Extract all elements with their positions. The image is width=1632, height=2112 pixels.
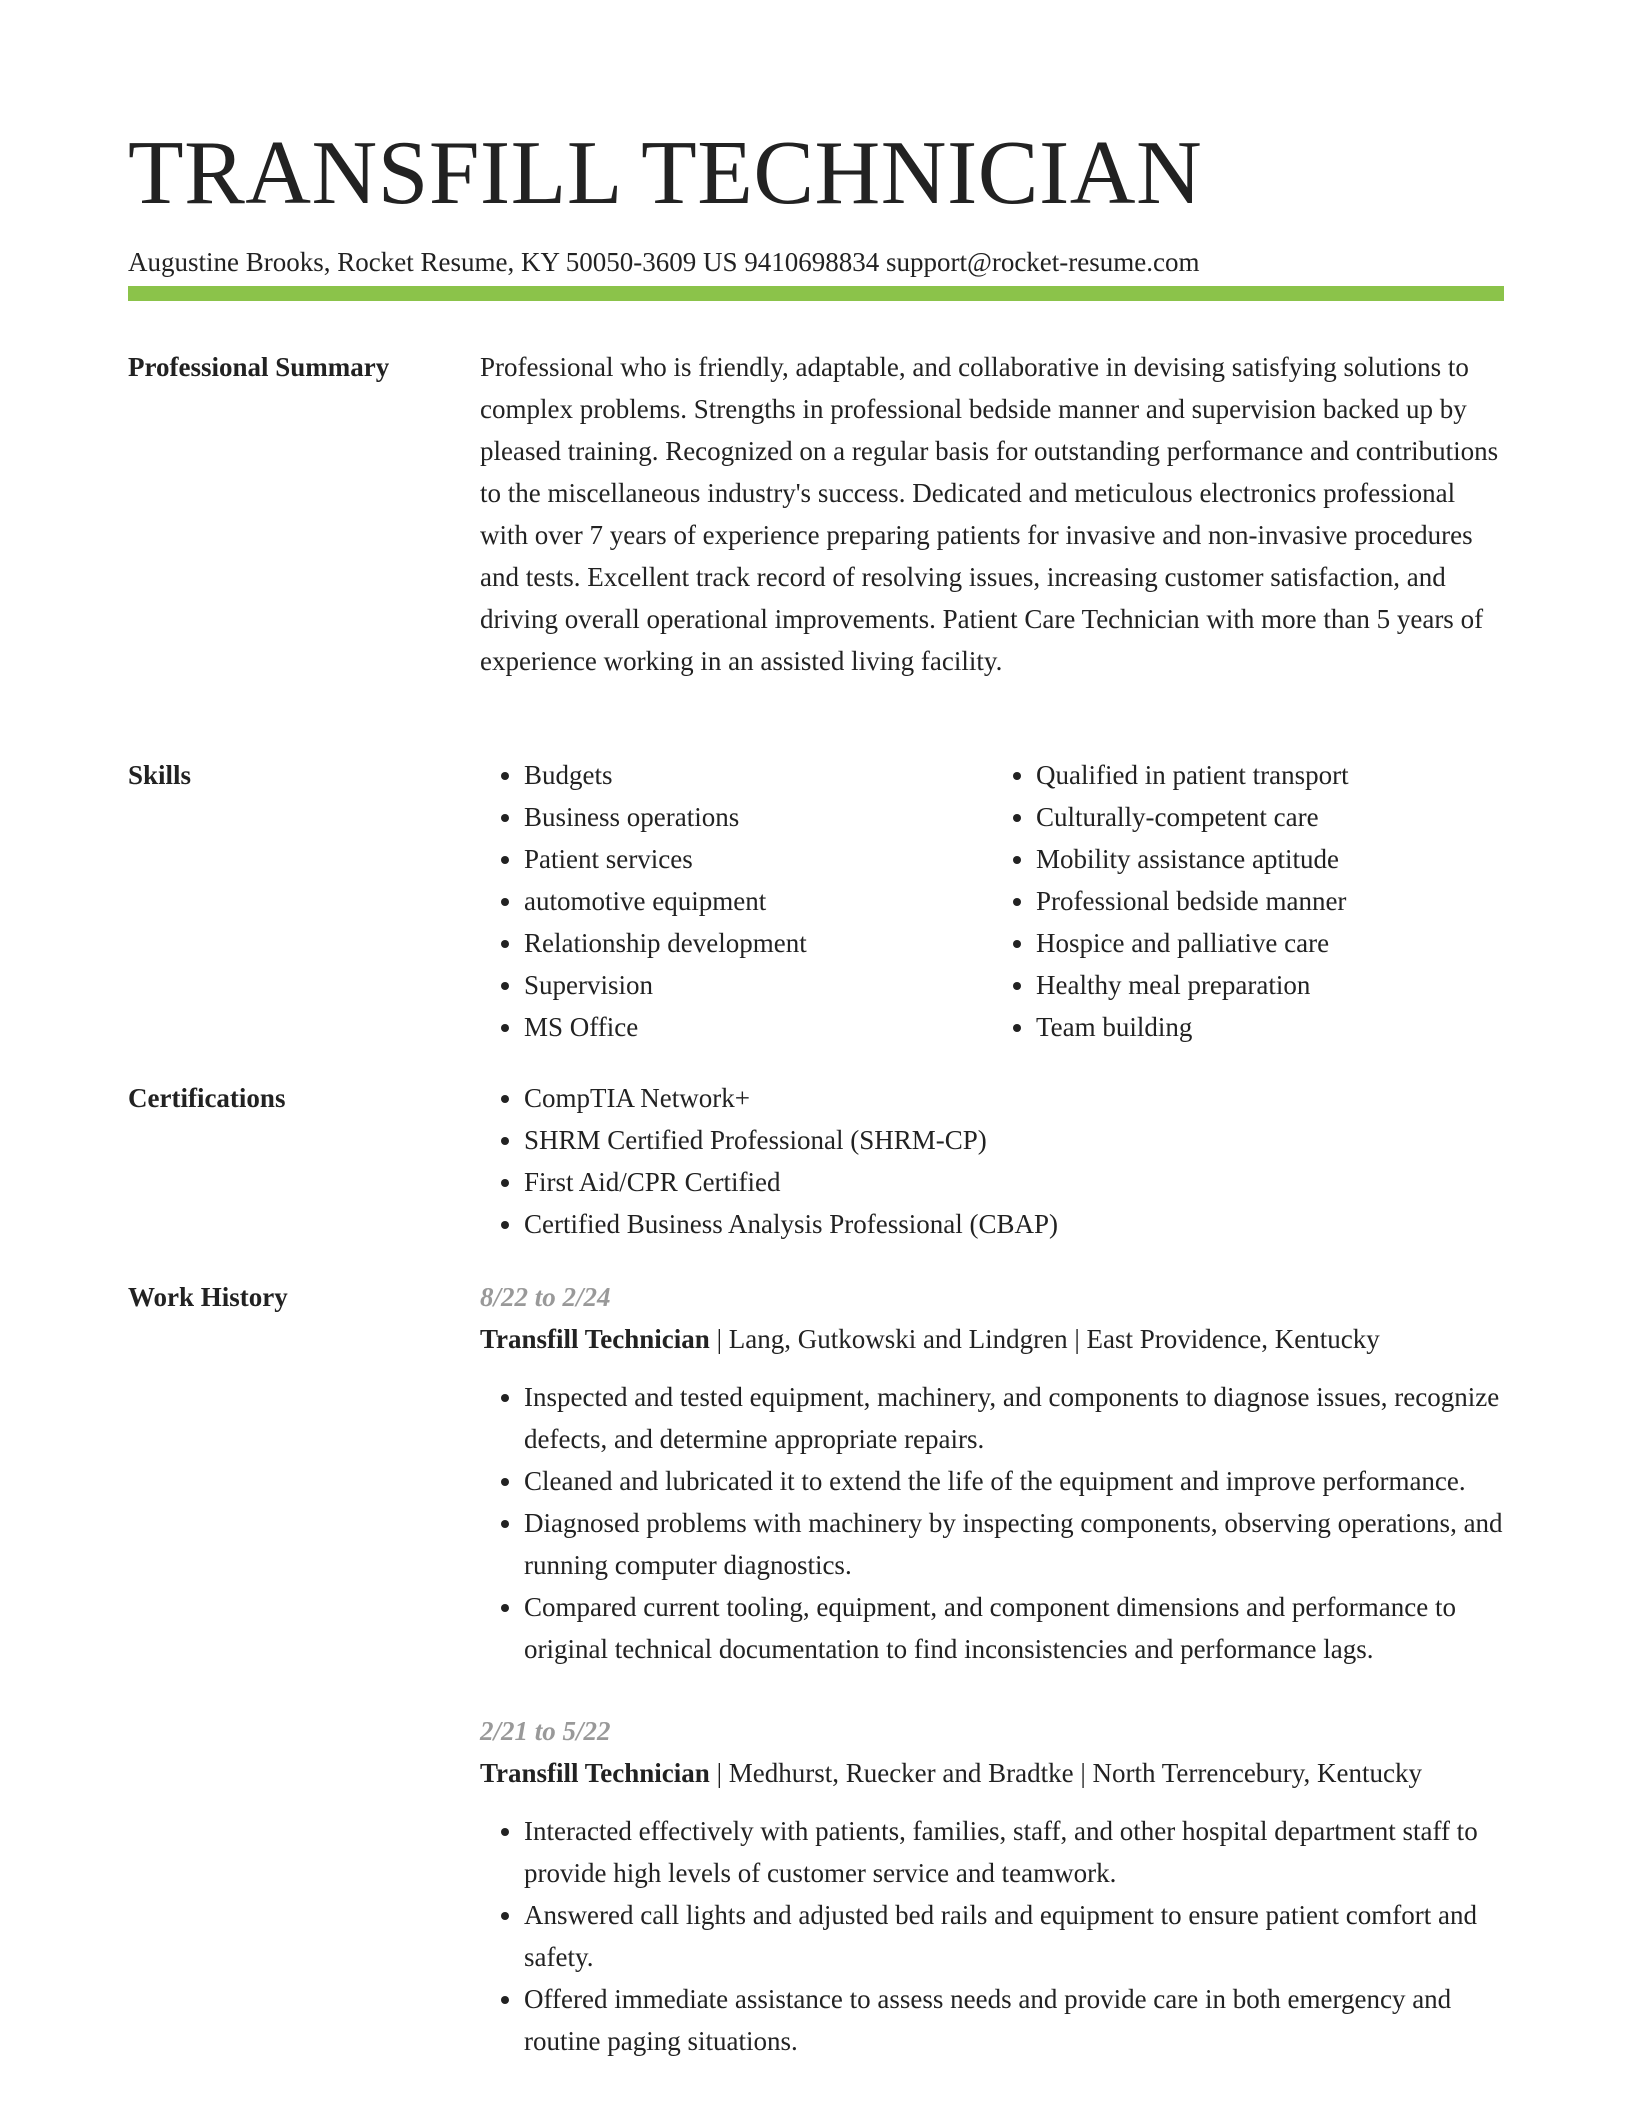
- skills-heading: Skills: [128, 760, 192, 790]
- summary-text: Professional who is friendly, adaptable, and collaborative in devising satisfying solutions to complex problems. Strengths in professional bedside manner and supervision backed up by pleased training. Recognized on a regular basis for outstanding performance and contributions to the miscellaneous industry's success. Dedicated and meticulous electronics professional with over 7 years of experience preparing patients for invasive and non-invasive procedures and tests. Excellent track record of resolving issues, increasing customer satisfaction, and driving overall operational improvements. Patient Care Technician with more than 5 years of experience working in an assisted living facility.: [480, 352, 1499, 676]
- job-entry: [480, 1276, 1504, 1670]
- skill-item: • Hospice and palliative care: [1036, 922, 1504, 964]
- job-title: Transfill Technician: [480, 1324, 710, 1354]
- certifications-list: [480, 1077, 1504, 1245]
- job-duty: • Answered call lights and adjusted bed rails and equipment to ensure patient comfort and safety.: [524, 1894, 1504, 1978]
- summary-heading: Professional Summary: [128, 352, 390, 382]
- certifications-body: [480, 1077, 1504, 1245]
- skills-list-left: [480, 754, 992, 1048]
- certifications-heading: Certifications: [128, 1083, 286, 1113]
- job-duty: • Cleaned and lubricated it to extend the life of the equipment and improve performance.: [524, 1460, 1504, 1502]
- certification-item: • CompTIA Network+: [524, 1077, 1504, 1119]
- skill-item: • automotive equipment: [524, 880, 992, 922]
- summary-body: [480, 346, 1504, 682]
- skill-item: • Culturally-competent care: [1036, 796, 1504, 838]
- skill-item: • Mobility assistance aptitude: [1036, 838, 1504, 880]
- resume-title: TRANSFILL TECHNICIAN: [128, 122, 1203, 223]
- work-history-heading: Work History: [128, 1282, 288, 1312]
- job-dates: 8/22 to 2/24: [480, 1282, 611, 1312]
- skill-item: • Business operations: [524, 796, 992, 838]
- skill-item: • MS Office: [524, 1006, 992, 1048]
- job-employer-location: | Medhurst, Ruecker and Bradtke | North Terrencebury, Kentucky: [709, 1758, 1423, 1788]
- skill-item: • Budgets: [524, 754, 992, 796]
- job-duty: • Diagnosed problems with machinery by inspecting components, observing operations, and running computer diagnostics.: [524, 1502, 1504, 1586]
- contact-line: Augustine Brooks, Rocket Resume, KY 50050-3609 US 9410698834 support@rocket-resume.com: [128, 247, 1200, 277]
- skill-item: • Supervision: [524, 964, 992, 1006]
- skills-list-right: [992, 754, 1504, 1048]
- job-dates: 2/21 to 5/22: [480, 1716, 611, 1746]
- job-title: Transfill Technician: [480, 1758, 710, 1788]
- resume-header: [128, 118, 1504, 280]
- certification-item: • First Aid/CPR Certified: [524, 1161, 1504, 1203]
- job-heading: [480, 1318, 1504, 1360]
- accent-divider: [128, 286, 1504, 301]
- job-employer-location: | Lang, Gutkowski and Lindgren | East Providence, Kentucky: [709, 1324, 1380, 1354]
- work-history-body: [480, 1276, 1504, 2102]
- skill-item: • Professional bedside manner: [1036, 880, 1504, 922]
- skills-body: [480, 754, 1504, 1048]
- certification-item: • SHRM Certified Professional (SHRM-CP): [524, 1119, 1504, 1161]
- skill-item: • Team building: [1036, 1006, 1504, 1048]
- skill-item: • Healthy meal preparation: [1036, 964, 1504, 1006]
- job-duty: • Compared current tooling, equipment, and component dimensions and performance to original technical documentation to find inconsistencies and performance lags.: [524, 1586, 1504, 1670]
- job-entry: [480, 1710, 1504, 2062]
- job-duties-list: [480, 1376, 1504, 1670]
- job-duties-list: [480, 1810, 1504, 2062]
- skill-item: • Patient services: [524, 838, 992, 880]
- job-duty: • Inspected and tested equipment, machinery, and components to diagnose issues, recognize defects, and determine appropriate repairs.: [524, 1376, 1504, 1460]
- skill-item: • Qualified in patient transport: [1036, 754, 1504, 796]
- skill-item: • Relationship development: [524, 922, 992, 964]
- certification-item: • Certified Business Analysis Professional (CBAP): [524, 1203, 1504, 1245]
- job-heading: [480, 1752, 1504, 1794]
- job-duty: • Offered immediate assistance to assess needs and provide care in both emergency and routine paging situations.: [524, 1978, 1504, 2062]
- job-duty: • Interacted effectively with patients, families, staff, and other hospital department staff to provide high levels of customer service and teamwork.: [524, 1810, 1504, 1894]
- skills-columns: [480, 754, 1504, 1048]
